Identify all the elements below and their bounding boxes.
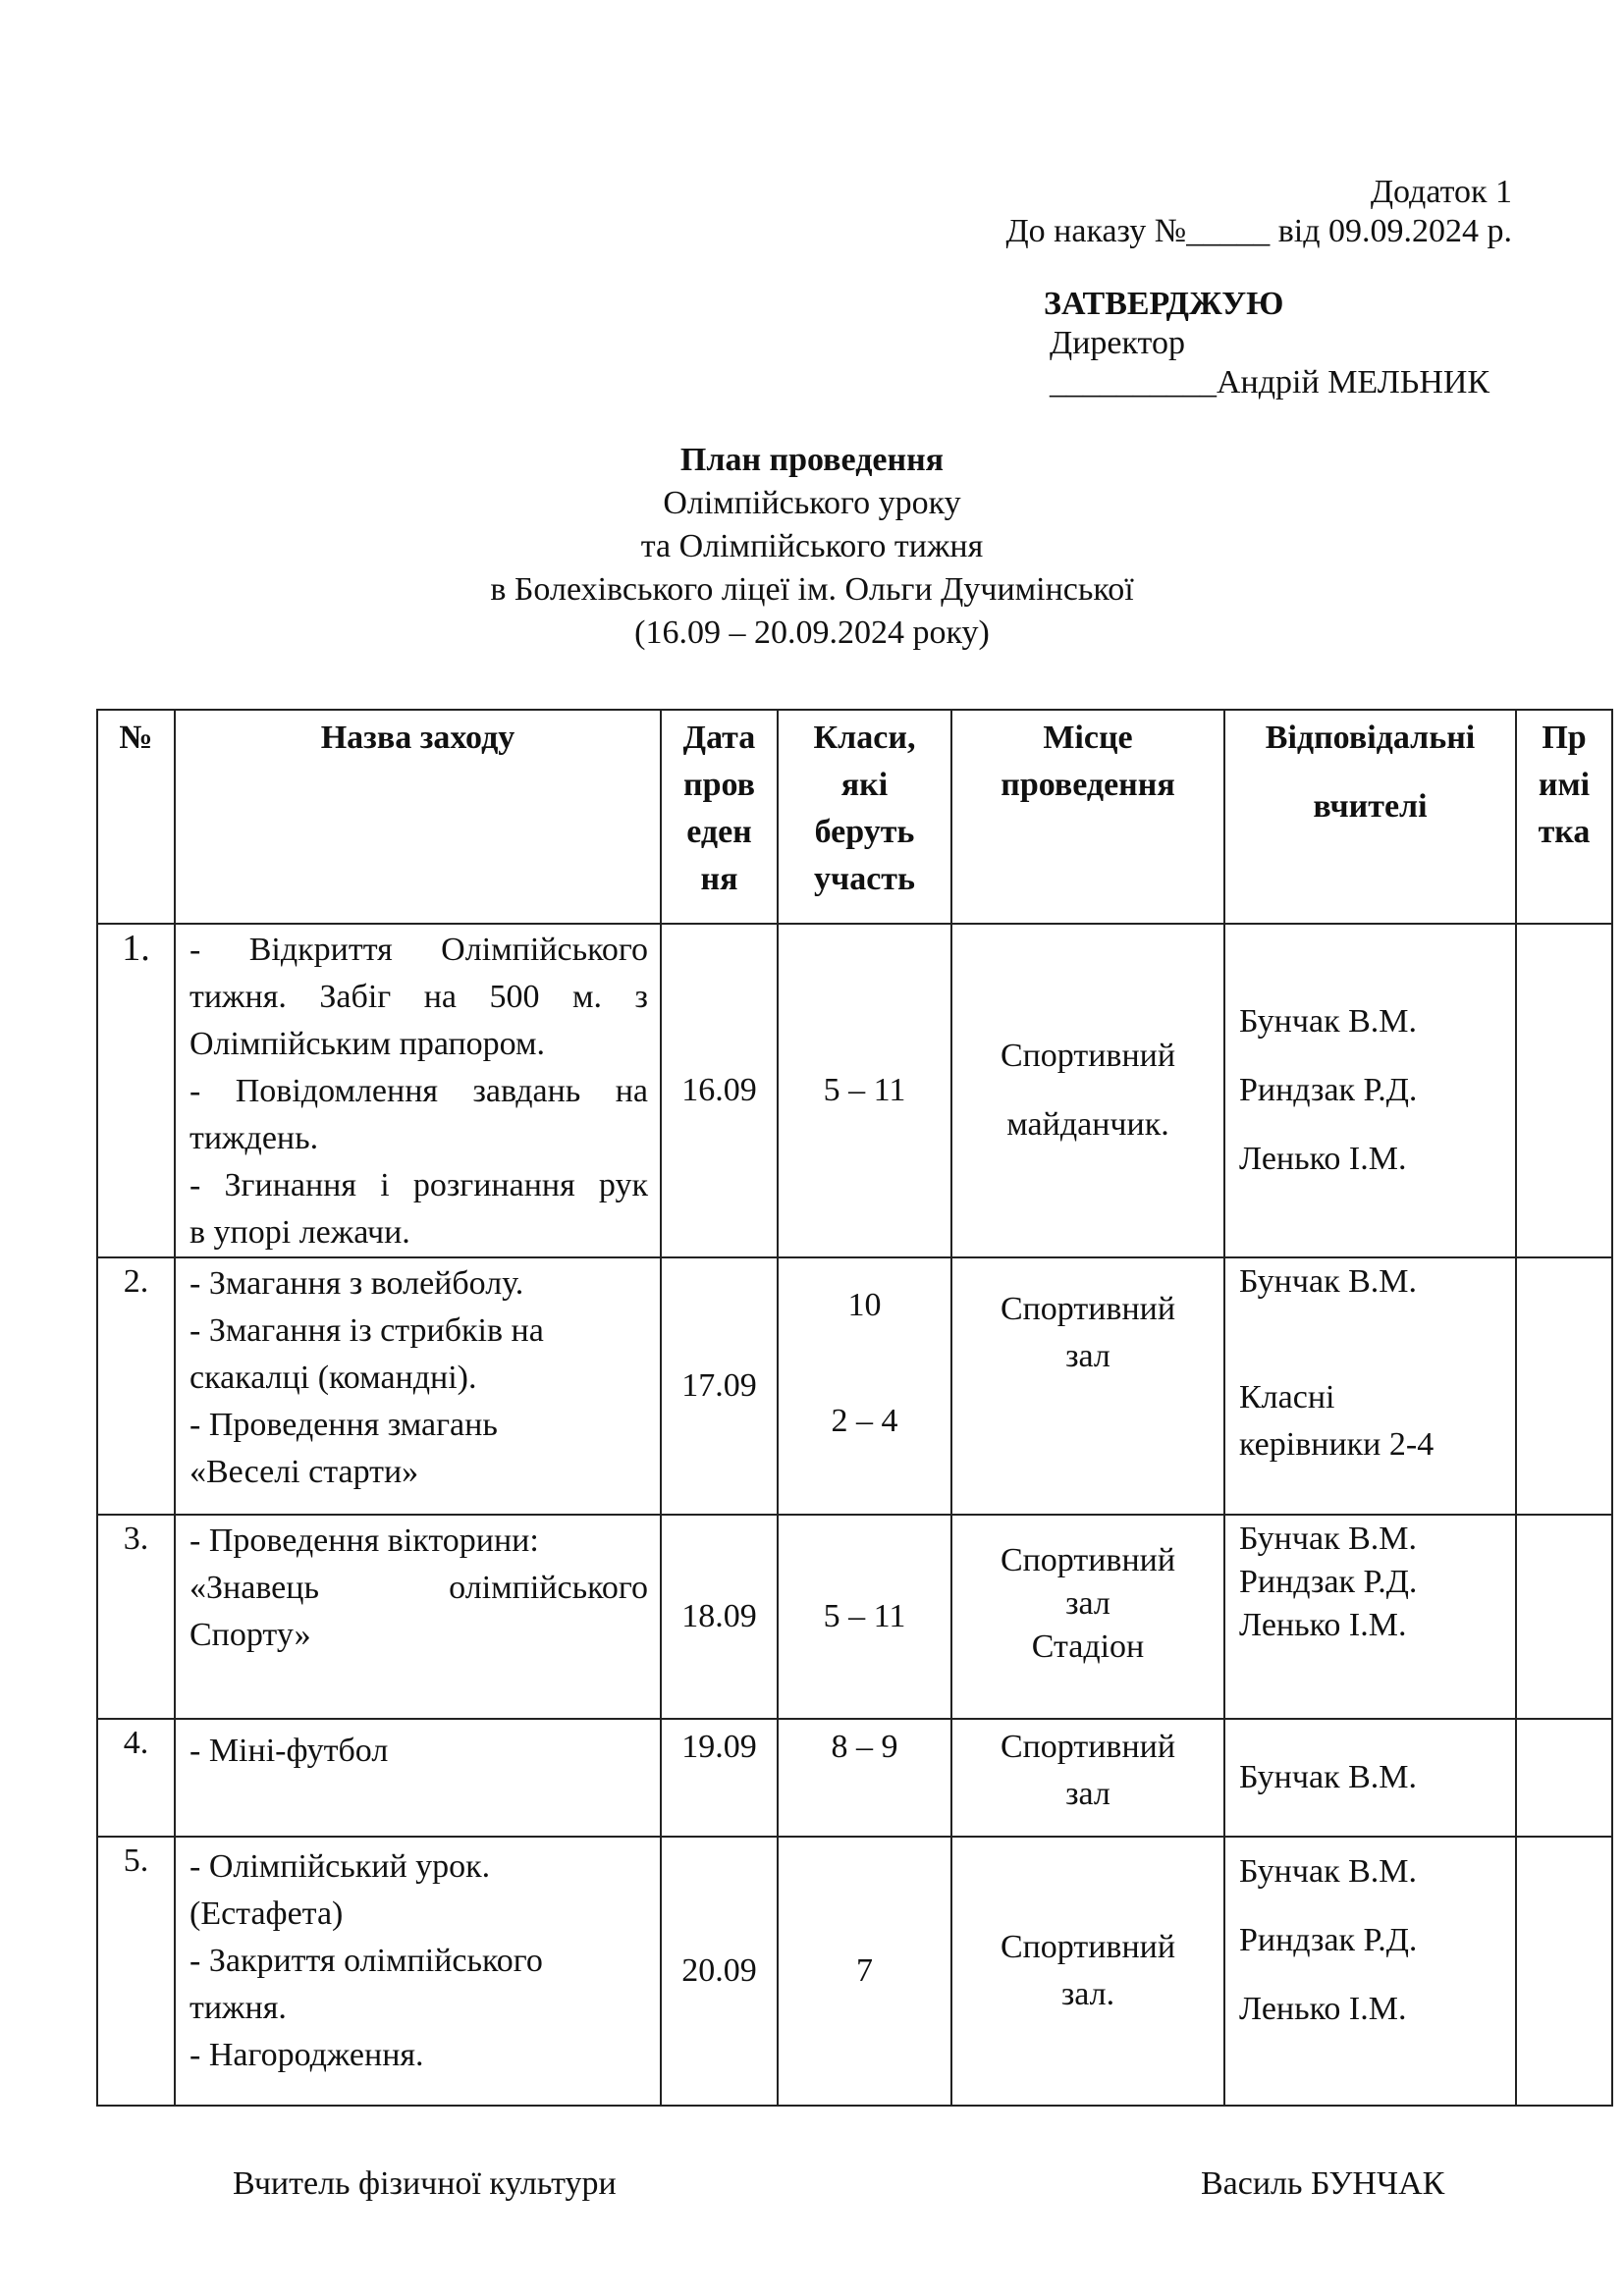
table-row: [97, 1515, 1612, 1719]
event-place: Спортивний зал.: [951, 1837, 1224, 2106]
event-responsible: Бунчак В.М. Риндзак Р.Д. Ленько І.М.: [1224, 1837, 1516, 2106]
event-responsible: Бунчак В.М. Риндзак Р.Д. Ленько І.М.: [1224, 1515, 1516, 1719]
table-header-row: [97, 710, 1612, 924]
row-number: 2.: [97, 1257, 175, 1515]
event-name: - Проведення вікторини: «Знавець олімпійського Спорту»: [175, 1515, 661, 1719]
header-num: №: [97, 710, 175, 924]
header-place: Місце проведення: [951, 710, 1224, 924]
row-number: 3.: [97, 1515, 175, 1719]
event-note: [1516, 924, 1612, 1257]
row-number: 4.: [97, 1719, 175, 1837]
event-responsible: Бунчак В.М.: [1224, 1719, 1516, 1837]
appendix-number: Додаток 1: [1370, 174, 1512, 210]
title-line-2: Олімпійського уроку: [663, 485, 961, 521]
event-date: 20.09: [661, 1837, 778, 2106]
title-line-4: в Болехівського ліцеї ім. Ольги Дучимінської: [490, 571, 1134, 608]
table-row: [97, 1837, 1612, 2106]
event-classes: 5 – 11: [778, 924, 951, 1257]
header-note: Пр имі тка: [1516, 710, 1612, 924]
event-name: - Змагання з волейболу. - Змагання із стрибків на скакалці (командні). - Проведення змагань «Веселі старти»: [175, 1257, 661, 1515]
event-responsible: Бунчак В.М. Класні керівники 2-4: [1224, 1257, 1516, 1515]
event-date: 17.09: [661, 1257, 778, 1515]
event-name: - Відкриття Олімпійського тижня. Забіг на 500 м. з Олімпійським прапором. - Повідомлення завдань на тиждень. - Згинання і розгинання рук в упорі лежачи.: [175, 924, 661, 1257]
event-note: [1516, 1257, 1612, 1515]
event-place: Спортивний майданчик.: [951, 924, 1224, 1257]
event-note: [1516, 1515, 1612, 1719]
title-line-1: План проведення: [679, 442, 945, 478]
event-date: 16.09: [661, 924, 778, 1257]
row-number: 1.: [97, 924, 175, 1257]
event-classes: 7: [778, 1837, 951, 2106]
header-responsible: Відповідальні вчителі: [1224, 710, 1516, 924]
order-reference: До наказу №_____ від 09.09.2024 р.: [1005, 213, 1512, 249]
table-row: [97, 924, 1612, 1257]
event-name: - Олімпійський урок. (Естафета) - Закриття олімпійського тижня. - Нагородження.: [175, 1837, 661, 2106]
document-title: [0, 439, 1624, 655]
approval-block: [1036, 285, 1489, 402]
event-responsible: Бунчак В.М. Риндзак Р.Д. Ленько І.М.: [1224, 924, 1516, 1257]
event-note: [1516, 1719, 1612, 1837]
header-date: Дата пров еден ня: [661, 710, 778, 924]
table-row: [97, 1257, 1612, 1515]
header-classes: Класи, які беруть участь: [778, 710, 951, 924]
title-line-5: (16.09 – 20.09.2024 року): [634, 614, 990, 651]
appendix-block: [884, 173, 1512, 251]
teacher-position: Вчитель фізичної культури: [233, 2165, 617, 2202]
event-date: 19.09: [661, 1719, 778, 1837]
event-name: - Міні-футбол: [175, 1719, 661, 1837]
event-note: [1516, 1837, 1612, 2106]
director-position: Директор: [1050, 325, 1185, 361]
table-row: [97, 1719, 1612, 1837]
director-signature: __________Андрій МЕЛЬНИК: [1050, 364, 1490, 400]
event-place: Спортивний зал: [951, 1257, 1224, 1515]
approve-label: ЗАТВЕРДЖУЮ: [1044, 286, 1284, 322]
event-classes: 5 – 11: [778, 1515, 951, 1719]
header-name: Назва заходу: [175, 710, 661, 924]
event-classes: 10 2 – 4: [778, 1257, 951, 1515]
event-place: Спортивний зал Стадіон: [951, 1515, 1224, 1719]
title-line-3: та Олімпійського тижня: [640, 528, 984, 564]
event-date: 18.09: [661, 1515, 778, 1719]
teacher-name: Василь БУНЧАК: [1201, 2165, 1445, 2202]
plan-table: [96, 709, 1613, 2107]
row-number: 5.: [97, 1837, 175, 2106]
event-classes: 8 – 9: [778, 1719, 951, 1837]
event-place: Спортивний зал: [951, 1719, 1224, 1837]
